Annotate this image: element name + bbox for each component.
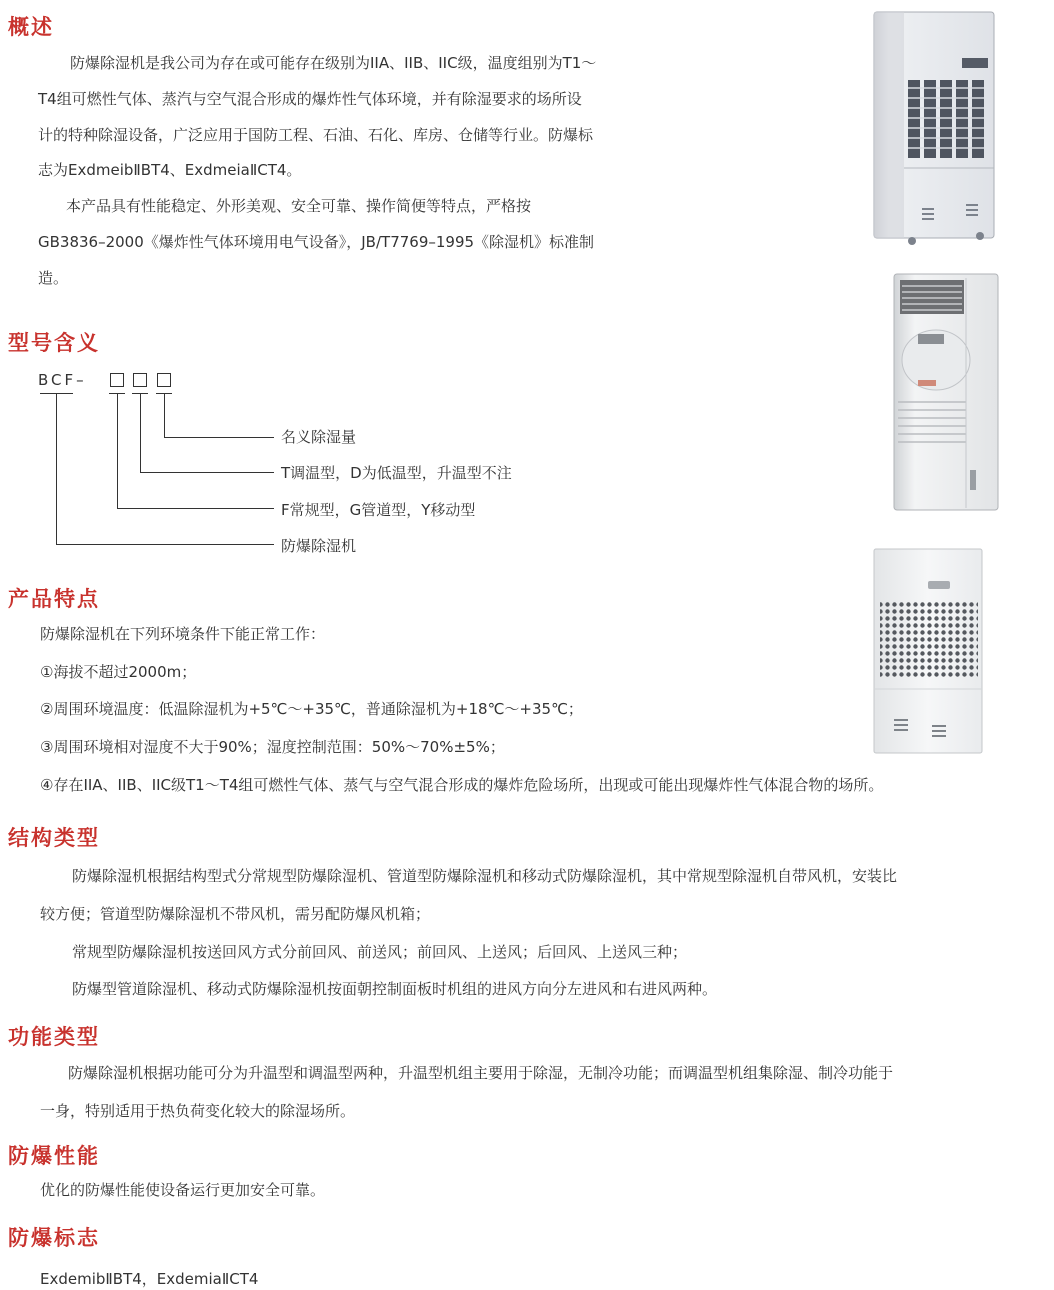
model-label: 名义除湿量 [281, 428, 357, 446]
function-heading: 功能类型 [8, 1025, 100, 1049]
mark-heading: 防爆标志 [8, 1226, 100, 1250]
features-line: ③周围环境相对湿度不大于90%；湿度控制范围：50%～70%±5%； [40, 738, 505, 756]
features-line: ②周围环境温度：低温除湿机为+5℃～+35℃，普通除湿机为+18℃～+35℃； [40, 700, 583, 718]
overview-line: 志为ExdmeibⅡBT4、ExdmeiaⅡCT4。 [38, 161, 302, 179]
performance-heading: 防爆性能 [8, 1144, 100, 1168]
performance-line: 优化的防爆性能使设备运行更加安全可靠。 [40, 1181, 326, 1199]
structure-line: 防爆型管道除湿机、移动式防爆除湿机按面朝控制面板时机组的进风方向分左进风和右进风两种。 [72, 980, 718, 998]
function-line: 一身，特别适用于热负荷变化较大的除湿场所。 [40, 1102, 356, 1120]
features-line: ①海拔不超过2000m； [40, 663, 197, 681]
structure-line: 较方便；管道型防爆除湿机不带风机，需另配防爆风机箱； [40, 905, 431, 923]
overview-line: 本产品具有性能稳定、外形美观、安全可靠、操作简便等特点，严格按 [66, 197, 532, 215]
model-box-3 [157, 373, 171, 387]
model-label: 防爆除湿机 [281, 537, 357, 555]
function-line: 防爆除湿机根据功能可分为升温型和调温型两种，升温型机组主要用于除湿，无制冷功能；而调温型机组集除湿、制冷功能于 [68, 1064, 894, 1082]
overview-line: 计的特种除湿设备，广泛应用于国防工程、石油、石化、库房、仓储等行业。防爆标 [38, 126, 594, 144]
dehumidifier-cabinet-1-icon [868, 8, 1000, 248]
dehumidifier-cabinet-3-icon [870, 545, 986, 757]
model-label: T调温型，D为低温型，升温型不注 [281, 464, 512, 482]
structure-line: 防爆除湿机根据结构型式分常规型防爆除湿机、管道型防爆除湿机和移动式防爆除湿机，其中常规型除湿机自带风机，安装比 [72, 867, 898, 885]
overview-heading: 概述 [8, 15, 54, 39]
features-line: ④存在IIA、IIB、IIC级T1～T4组可燃性气体、蒸气与空气混合形成的爆炸危险场所，出现或可能出现爆炸性气体混合物的场所。 [40, 776, 884, 794]
model-box-1 [110, 373, 124, 387]
overview-line: 造。 [38, 269, 69, 287]
structure-line: 常规型防爆除湿机按送回风方式分前回风、前送风；前回风、上送风；后回风、上送风三种； [72, 943, 688, 961]
model-box-2 [133, 373, 147, 387]
overview-line: GB3836–2000《爆炸性气体环境用电气设备》，JB/T7769–1995《除湿机》标准制 [38, 233, 595, 251]
model-heading: 型号含义 [8, 331, 100, 355]
dehumidifier-cabinet-2-icon [890, 270, 1002, 514]
overview-line: 防爆除湿机是我公司为存在或可能存在级别为IIA、IIB、IIC级，温度组别为T1～ [70, 54, 597, 72]
overview-line: T4组可燃性气体、蒸汽与空气混合形成的爆炸性气体环境，并有除湿要求的场所设 [38, 90, 582, 108]
features-line: 防爆除湿机在下列环境条件下能正常工作： [40, 625, 326, 643]
structure-heading: 结构类型 [8, 826, 100, 850]
model-code: BCF– [38, 371, 87, 389]
mark-line: ExdemibⅡBT4，ExdemiaⅡCT4 [40, 1270, 259, 1288]
model-label: F常规型，G管道型，Y移动型 [281, 501, 476, 519]
features-heading: 产品特点 [8, 587, 100, 611]
